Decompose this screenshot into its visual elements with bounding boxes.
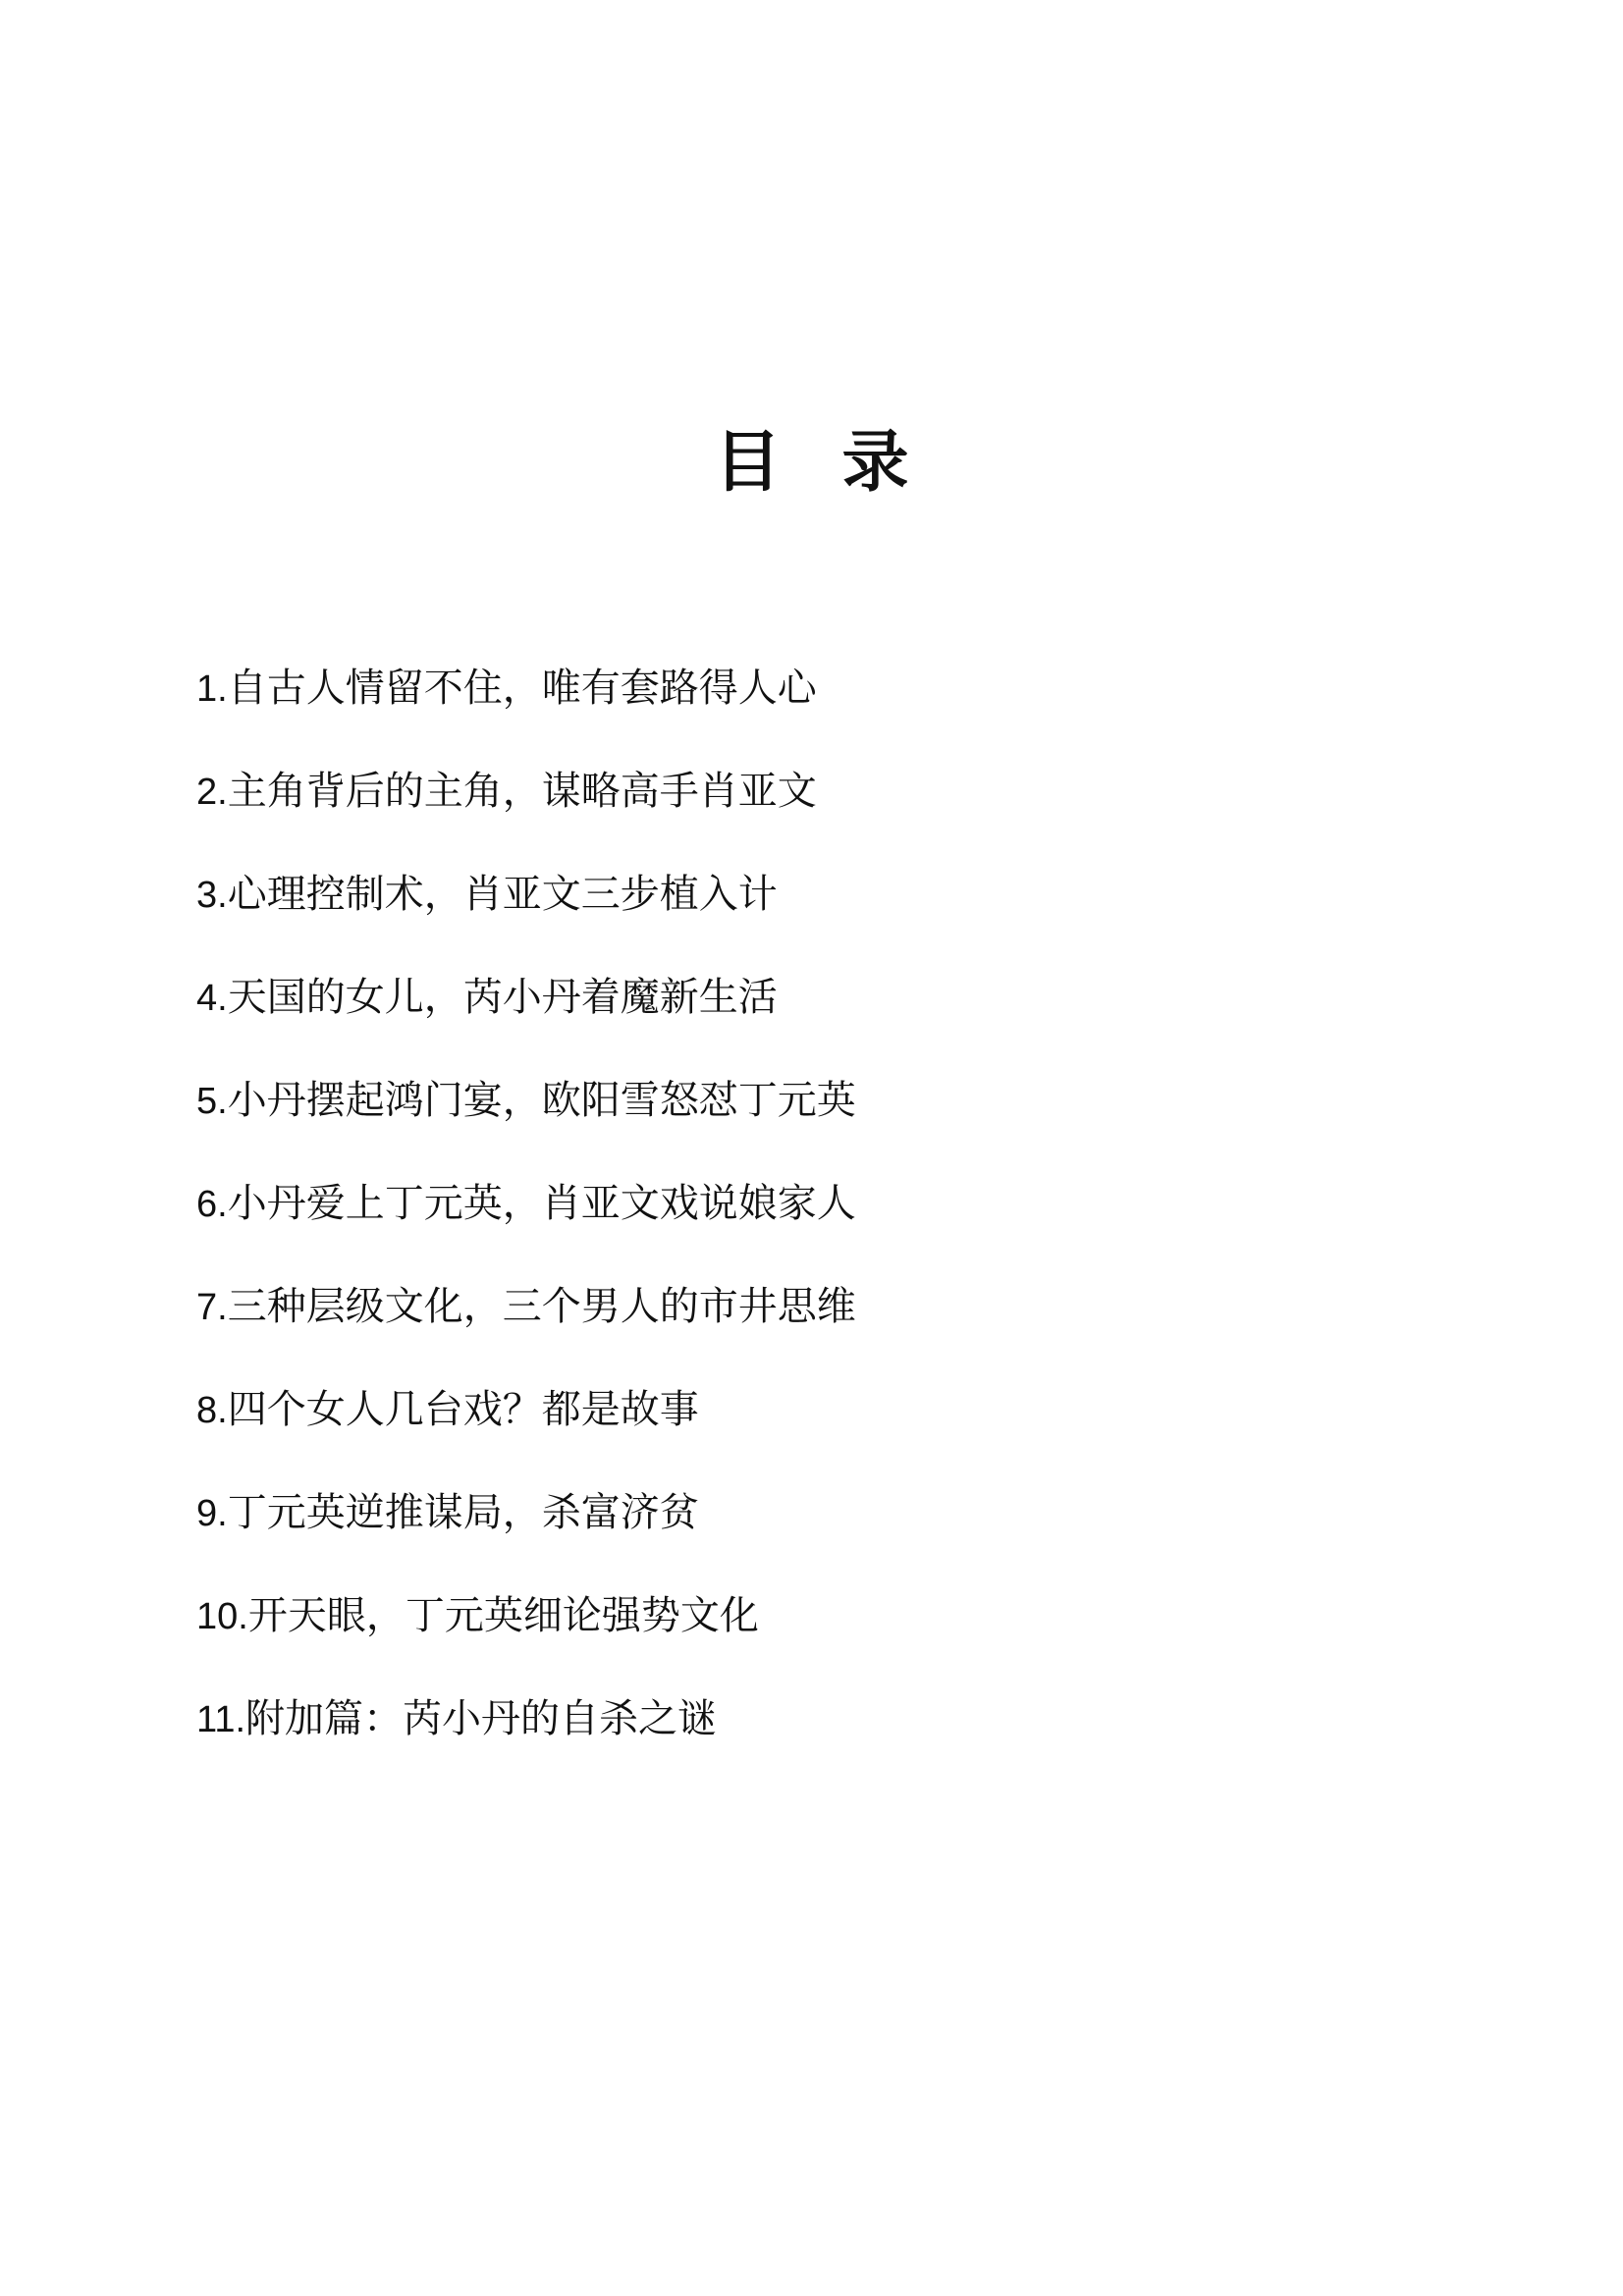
toc-entry-number: 2. — [196, 772, 228, 813]
toc-entry-number: 1. — [196, 668, 228, 710]
toc-entry — [196, 1065, 1424, 1168]
toc-entry — [196, 1271, 1424, 1374]
toc-entry — [196, 962, 1424, 1065]
toc-entry-number: 3. — [196, 875, 228, 916]
toc-entry-title: 天国的女儿，芮小丹着魔新生活 — [227, 975, 778, 1020]
toc-entry — [196, 756, 1424, 859]
toc-entry-number: 8. — [196, 1390, 228, 1431]
toc-entry — [196, 1683, 1424, 1787]
toc-title-char: 录 — [841, 422, 909, 502]
toc-entry — [196, 859, 1424, 962]
toc-entry-number: 10. — [196, 1596, 248, 1637]
toc-entry-number: 11. — [196, 1699, 246, 1740]
table-of-contents — [196, 653, 1424, 1787]
toc-entry — [196, 653, 1424, 756]
toc-entry-title: 丁元英逆推谋局，杀富济贫 — [227, 1490, 699, 1535]
toc-entry — [196, 1580, 1424, 1683]
toc-entry-number: 4. — [196, 978, 228, 1019]
toc-entry-title: 三种层级文化，三个男人的市井思维 — [227, 1284, 856, 1329]
toc-entry-title: 心理控制术，肖亚文三步植入计 — [227, 872, 778, 917]
toc-entry-number: 7. — [196, 1287, 228, 1328]
toc-entry — [196, 1374, 1424, 1477]
toc-entry-number: 6. — [196, 1184, 228, 1225]
toc-title — [0, 418, 1623, 507]
toc-title-char: 目 — [714, 422, 782, 502]
toc-entry-number: 9. — [196, 1493, 228, 1534]
toc-entry-title: 小丹摆起鸿门宴，欧阳雪怒怼丁元英 — [227, 1078, 856, 1123]
toc-entry — [196, 1168, 1424, 1271]
toc-entry-title: 自古人情留不住，唯有套路得人心 — [227, 666, 817, 711]
toc-entry-title: 四个女人几台戏？都是故事 — [227, 1387, 699, 1432]
toc-entry-title: 主角背后的主角，谋略高手肖亚文 — [227, 769, 817, 814]
toc-entry-title: 小丹爱上丁元英，肖亚文戏说娘家人 — [227, 1181, 856, 1226]
toc-entry-title: 附加篇：芮小丹的自杀之谜 — [245, 1696, 718, 1741]
toc-entry-number: 5. — [196, 1081, 228, 1122]
toc-entry-title: 开天眼，丁元英细论强势文化 — [247, 1593, 759, 1638]
toc-entry — [196, 1477, 1424, 1580]
